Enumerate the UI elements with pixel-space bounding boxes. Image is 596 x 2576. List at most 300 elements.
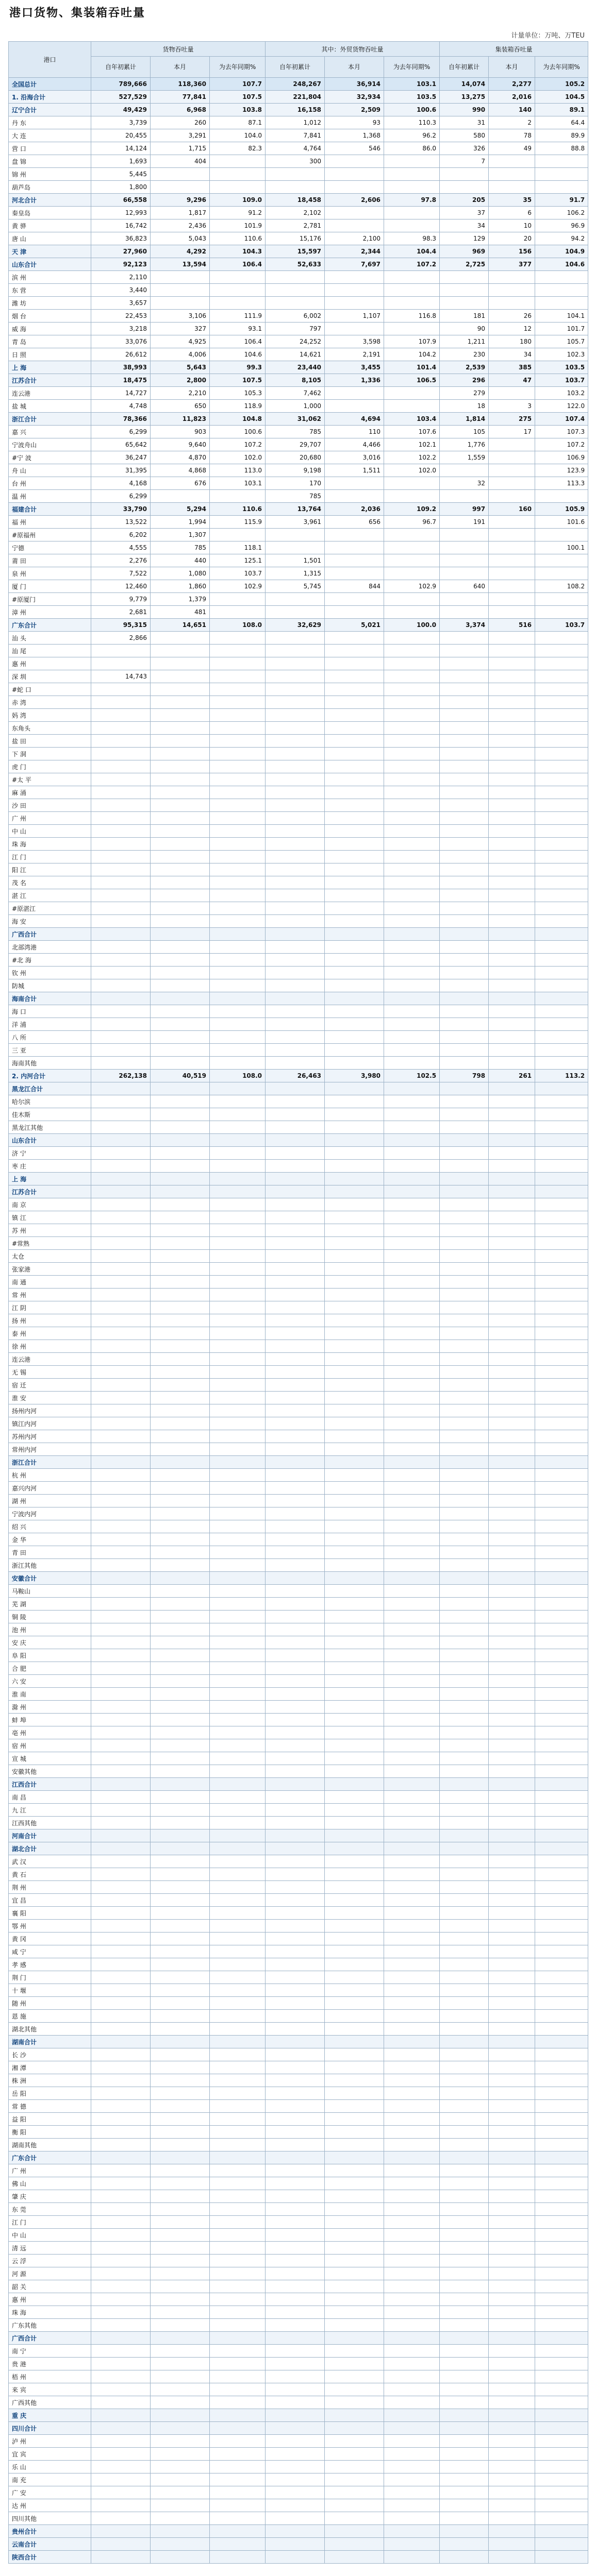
value-cell — [91, 1726, 151, 1739]
value-cell — [266, 1379, 325, 1392]
value-cell — [440, 2255, 489, 2267]
value-cell — [151, 1868, 210, 1881]
value-cell — [535, 1533, 588, 1546]
port-name-cell: 台 州 — [9, 477, 91, 490]
table-row — [9, 129, 588, 142]
value-cell — [535, 1430, 588, 1443]
value-cell: 10 — [489, 219, 535, 232]
value-cell — [489, 1353, 535, 1366]
table-row — [9, 2216, 588, 2229]
value-cell — [266, 1881, 325, 1894]
value-cell — [384, 1739, 440, 1752]
port-name-cell: 宿 迁 — [9, 1379, 91, 1392]
port-name-cell: 陕西合计 — [9, 2551, 91, 2564]
value-cell — [440, 2048, 489, 2061]
value-cell — [489, 1301, 535, 1314]
value-cell — [91, 1082, 151, 1095]
value-cell: 96.7 — [384, 516, 440, 529]
value-cell: 89.9 — [535, 129, 588, 142]
port-name-cell: 大 连 — [9, 129, 91, 142]
table-row — [9, 1057, 588, 1070]
value-cell — [210, 2036, 266, 2048]
value-cell — [440, 2074, 489, 2087]
value-cell — [266, 2126, 325, 2139]
table-row — [9, 1533, 588, 1546]
table-row — [9, 1108, 588, 1121]
table-row — [9, 2177, 588, 2190]
port-name-cell: 舟 山 — [9, 464, 91, 477]
value-cell — [535, 554, 588, 567]
value-cell: 2,539 — [440, 361, 489, 374]
table-row — [9, 438, 588, 451]
port-name-cell: 河 源 — [9, 2267, 91, 2280]
value-cell — [266, 1289, 325, 1301]
port-name-cell: 佳木斯 — [9, 1108, 91, 1121]
value-cell — [489, 1958, 535, 1971]
table-row — [9, 1984, 588, 1997]
value-cell — [266, 2306, 325, 2319]
value-cell: 104.4 — [384, 245, 440, 258]
value-cell — [384, 954, 440, 967]
table-row — [9, 748, 588, 760]
table-row — [9, 1842, 588, 1855]
value-cell: 2 — [489, 116, 535, 129]
value-cell — [325, 400, 384, 413]
table-row — [9, 1636, 588, 1649]
value-cell — [325, 2267, 384, 2280]
value-cell — [91, 1662, 151, 1675]
value-cell — [325, 1791, 384, 1804]
value-cell: 102.2 — [384, 451, 440, 464]
value-cell — [151, 2332, 210, 2345]
value-cell — [489, 1829, 535, 1842]
value-cell — [535, 1984, 588, 1997]
value-cell — [151, 799, 210, 812]
table-row — [9, 1778, 588, 1791]
value-cell — [151, 2409, 210, 2422]
value-cell — [384, 1688, 440, 1701]
table-row — [9, 2332, 588, 2345]
value-cell: 82.3 — [210, 142, 266, 155]
table-row — [9, 2048, 588, 2061]
port-name-cell: 湖北合计 — [9, 1842, 91, 1855]
value-cell: 122.0 — [535, 400, 588, 413]
value-cell — [440, 2267, 489, 2280]
value-cell — [535, 1147, 588, 1160]
value-cell — [210, 1082, 266, 1095]
value-cell: 104.0 — [210, 129, 266, 142]
table-row — [9, 1250, 588, 1263]
value-cell — [91, 2074, 151, 2087]
value-cell — [384, 1907, 440, 1920]
port-name-cell: 东角头 — [9, 722, 91, 735]
value-cell: 2,344 — [325, 245, 384, 258]
value-cell — [384, 979, 440, 992]
value-cell: 1,107 — [325, 310, 384, 323]
table-row — [9, 2010, 588, 2023]
value-cell — [440, 967, 489, 979]
value-cell — [384, 1443, 440, 1456]
value-cell: 6 — [489, 207, 535, 219]
value-cell — [325, 2538, 384, 2551]
value-cell — [325, 799, 384, 812]
value-cell — [535, 2538, 588, 2551]
value-cell — [151, 2229, 210, 2242]
value-cell — [384, 1804, 440, 1817]
value-cell — [440, 1868, 489, 1881]
value-cell — [151, 1688, 210, 1701]
value-cell — [266, 760, 325, 773]
value-cell: 14,727 — [91, 387, 151, 400]
value-cell — [325, 632, 384, 645]
value-cell — [325, 2551, 384, 2564]
table-row — [9, 1507, 588, 1520]
value-cell — [151, 1920, 210, 1933]
value-cell — [266, 2100, 325, 2113]
value-cell — [325, 928, 384, 941]
value-cell — [91, 1791, 151, 1804]
value-cell — [266, 2499, 325, 2512]
value-cell — [325, 207, 384, 219]
value-cell: 1,012 — [266, 116, 325, 129]
value-cell: 180 — [489, 335, 535, 348]
value-cell: 2,276 — [91, 554, 151, 567]
value-cell — [325, 2319, 384, 2332]
value-cell — [489, 1404, 535, 1417]
value-cell: 37 — [440, 207, 489, 219]
value-cell — [384, 2216, 440, 2229]
value-cell — [210, 1894, 266, 1907]
value-cell — [440, 541, 489, 554]
value-cell — [151, 2203, 210, 2216]
value-cell — [325, 1095, 384, 1108]
value-cell — [210, 2499, 266, 2512]
port-name-cell: 上 海 — [9, 1173, 91, 1185]
value-cell: 107.9 — [384, 335, 440, 348]
value-cell — [384, 696, 440, 709]
value-cell — [210, 2383, 266, 2396]
value-cell — [384, 748, 440, 760]
value-cell — [384, 1649, 440, 1662]
table-row — [9, 1070, 588, 1082]
value-cell — [91, 2190, 151, 2203]
value-cell — [535, 1018, 588, 1031]
value-cell — [535, 2074, 588, 2087]
value-cell — [440, 2293, 489, 2306]
value-cell — [210, 2280, 266, 2293]
value-cell — [535, 168, 588, 181]
value-cell — [151, 1546, 210, 1559]
value-cell — [325, 2422, 384, 2435]
table-row — [9, 799, 588, 812]
value-cell — [440, 1366, 489, 1379]
table-row — [9, 155, 588, 168]
port-name-cell: 江苏合计 — [9, 1185, 91, 1198]
value-cell — [535, 2345, 588, 2358]
value-cell — [440, 2461, 489, 2473]
value-cell — [210, 271, 266, 284]
value-cell — [440, 2473, 489, 2486]
table-row — [9, 207, 588, 219]
value-cell — [384, 657, 440, 670]
table-row — [9, 1301, 588, 1314]
value-cell: 40,519 — [151, 1070, 210, 1082]
table-row — [9, 1829, 588, 1842]
value-cell — [266, 1237, 325, 1250]
value-cell — [535, 825, 588, 838]
value-cell — [440, 554, 489, 567]
value-cell: 36,247 — [91, 451, 151, 464]
value-cell — [440, 825, 489, 838]
port-name-cell: 苏 州 — [9, 1224, 91, 1237]
value-cell — [325, 1057, 384, 1070]
value-cell: 785 — [151, 541, 210, 554]
value-cell: 1,080 — [151, 567, 210, 580]
port-name-cell: 荆 门 — [9, 1971, 91, 1984]
value-cell: 3,016 — [325, 451, 384, 464]
value-cell — [210, 1714, 266, 1726]
value-cell — [91, 2216, 151, 2229]
value-cell — [440, 773, 489, 786]
value-cell: 17 — [489, 426, 535, 438]
value-cell — [325, 606, 384, 619]
value-cell — [489, 2255, 535, 2267]
value-cell — [151, 838, 210, 851]
port-name-cell: 黄 石 — [9, 1868, 91, 1881]
port-name-cell: 青 岛 — [9, 335, 91, 348]
value-cell — [325, 657, 384, 670]
port-name-cell: 咸 宁 — [9, 1945, 91, 1958]
value-cell: 89.1 — [535, 104, 588, 116]
port-name-cell: 潍 坊 — [9, 297, 91, 310]
value-cell — [325, 1134, 384, 1147]
value-cell — [151, 812, 210, 825]
value-cell — [489, 902, 535, 915]
value-cell — [210, 1495, 266, 1507]
value-cell — [151, 2422, 210, 2435]
value-cell: 12,460 — [91, 580, 151, 593]
value-cell — [384, 683, 440, 696]
value-cell — [489, 1907, 535, 1920]
port-name-cell: 珠 海 — [9, 2306, 91, 2319]
value-cell — [384, 632, 440, 645]
value-cell — [384, 1417, 440, 1430]
value-cell — [384, 1984, 440, 1997]
value-cell: 6,002 — [266, 310, 325, 323]
port-name-cell: 浙江合计 — [9, 1456, 91, 1469]
value-cell — [266, 1739, 325, 1752]
port-name-cell: 浙江合计 — [9, 413, 91, 426]
value-cell — [151, 271, 210, 284]
value-cell — [210, 2332, 266, 2345]
value-cell — [91, 2023, 151, 2036]
table-row — [9, 2473, 588, 2486]
value-cell — [440, 2203, 489, 2216]
value-cell — [325, 1044, 384, 1057]
value-cell — [266, 1778, 325, 1791]
value-cell — [210, 632, 266, 645]
value-cell: 2,436 — [151, 219, 210, 232]
value-cell: 102.0 — [210, 451, 266, 464]
value-cell — [440, 2061, 489, 2074]
value-cell: 1,994 — [151, 516, 210, 529]
value-cell — [210, 1520, 266, 1533]
value-cell — [489, 2306, 535, 2319]
value-cell — [535, 748, 588, 760]
value-cell — [91, 1945, 151, 1958]
value-cell — [489, 1237, 535, 1250]
value-cell — [489, 1327, 535, 1340]
value-cell — [325, 567, 384, 580]
value-cell — [489, 2010, 535, 2023]
value-cell — [266, 1984, 325, 1997]
value-cell — [384, 1572, 440, 1585]
value-cell: 903 — [151, 426, 210, 438]
value-cell — [384, 2435, 440, 2448]
value-cell — [325, 1198, 384, 1211]
value-cell — [151, 1495, 210, 1507]
value-cell — [440, 2100, 489, 2113]
value-cell: 4,870 — [151, 451, 210, 464]
value-cell — [489, 812, 535, 825]
value-cell — [489, 851, 535, 863]
value-cell: 170 — [266, 477, 325, 490]
value-cell — [266, 1185, 325, 1198]
value-cell — [210, 168, 266, 181]
value-cell — [91, 838, 151, 851]
value-cell: 14,074 — [440, 78, 489, 91]
value-cell — [384, 1598, 440, 1611]
value-cell — [440, 2551, 489, 2564]
value-cell — [210, 2422, 266, 2435]
port-name-cell: 唐 山 — [9, 232, 91, 245]
value-cell: 107.2 — [384, 258, 440, 271]
value-cell — [489, 567, 535, 580]
header-cum: 自年初累计 — [91, 57, 151, 78]
value-cell: 160 — [489, 503, 535, 516]
value-cell — [489, 181, 535, 194]
value-cell — [266, 2319, 325, 2332]
value-cell — [440, 2087, 489, 2100]
value-cell — [440, 464, 489, 477]
value-cell — [384, 2267, 440, 2280]
value-cell — [266, 1546, 325, 1559]
table-row — [9, 1314, 588, 1327]
value-cell — [210, 1469, 266, 1482]
value-cell — [210, 1173, 266, 1185]
value-cell — [489, 1443, 535, 1456]
table-row — [9, 1404, 588, 1417]
value-cell: 1,379 — [151, 593, 210, 606]
table-row — [9, 1456, 588, 1469]
value-cell — [489, 1778, 535, 1791]
value-cell — [210, 1482, 266, 1495]
value-cell — [151, 1829, 210, 1842]
value-cell — [151, 1327, 210, 1340]
port-name-cell: 枣 庄 — [9, 1160, 91, 1173]
value-cell — [210, 722, 266, 735]
value-cell — [489, 1211, 535, 1224]
value-cell — [440, 748, 489, 760]
value-cell — [325, 1082, 384, 1095]
table-row — [9, 1340, 588, 1353]
value-cell: 31,062 — [266, 413, 325, 426]
value-cell — [535, 812, 588, 825]
value-cell — [266, 1443, 325, 1456]
value-cell — [266, 1482, 325, 1495]
value-cell — [489, 2267, 535, 2280]
value-cell — [210, 760, 266, 773]
value-cell — [210, 1237, 266, 1250]
value-cell: 1,211 — [440, 335, 489, 348]
value-cell: 13,275 — [440, 91, 489, 104]
value-cell — [489, 1044, 535, 1057]
value-cell — [91, 1675, 151, 1688]
value-cell — [266, 1224, 325, 1237]
value-cell: 3,598 — [325, 335, 384, 348]
value-cell — [210, 2319, 266, 2332]
value-cell: 1,715 — [151, 142, 210, 155]
table-row — [9, 1675, 588, 1688]
value-cell: 29,707 — [266, 438, 325, 451]
table-row — [9, 2345, 588, 2358]
table-row — [9, 1366, 588, 1379]
value-cell — [151, 2113, 210, 2126]
table-row — [9, 2551, 588, 2564]
value-cell — [266, 168, 325, 181]
value-cell — [489, 2164, 535, 2177]
value-cell — [325, 1701, 384, 1714]
value-cell — [151, 2255, 210, 2267]
value-cell — [266, 2036, 325, 2048]
value-cell — [535, 1611, 588, 1623]
port-name-cell: 武 汉 — [9, 1855, 91, 1868]
port-name-cell: 肇 庆 — [9, 2190, 91, 2203]
value-cell — [535, 902, 588, 915]
value-cell — [210, 1301, 266, 1314]
value-cell — [210, 1804, 266, 1817]
table-row — [9, 1495, 588, 1507]
value-cell — [489, 2203, 535, 2216]
value-cell — [266, 2229, 325, 2242]
value-cell — [210, 2525, 266, 2538]
value-cell — [489, 284, 535, 297]
value-cell — [91, 1095, 151, 1108]
value-cell — [266, 1495, 325, 1507]
value-cell — [384, 2448, 440, 2461]
value-cell — [489, 1585, 535, 1598]
value-cell — [384, 2010, 440, 2023]
value-cell — [489, 709, 535, 722]
value-cell — [210, 876, 266, 889]
value-cell — [151, 1160, 210, 1173]
value-cell — [210, 1958, 266, 1971]
value-cell: 797 — [266, 323, 325, 335]
value-cell — [91, 2332, 151, 2345]
value-cell: 785 — [266, 490, 325, 503]
value-cell — [440, 1353, 489, 1366]
value-cell — [325, 2048, 384, 2061]
value-cell — [440, 1430, 489, 1443]
value-cell: 248,267 — [266, 78, 325, 91]
value-cell — [151, 1404, 210, 1417]
value-cell — [210, 1314, 266, 1327]
value-cell — [535, 2177, 588, 2190]
value-cell — [535, 1520, 588, 1533]
value-cell — [440, 2280, 489, 2293]
value-cell — [210, 1997, 266, 2010]
table-row — [9, 2306, 588, 2319]
